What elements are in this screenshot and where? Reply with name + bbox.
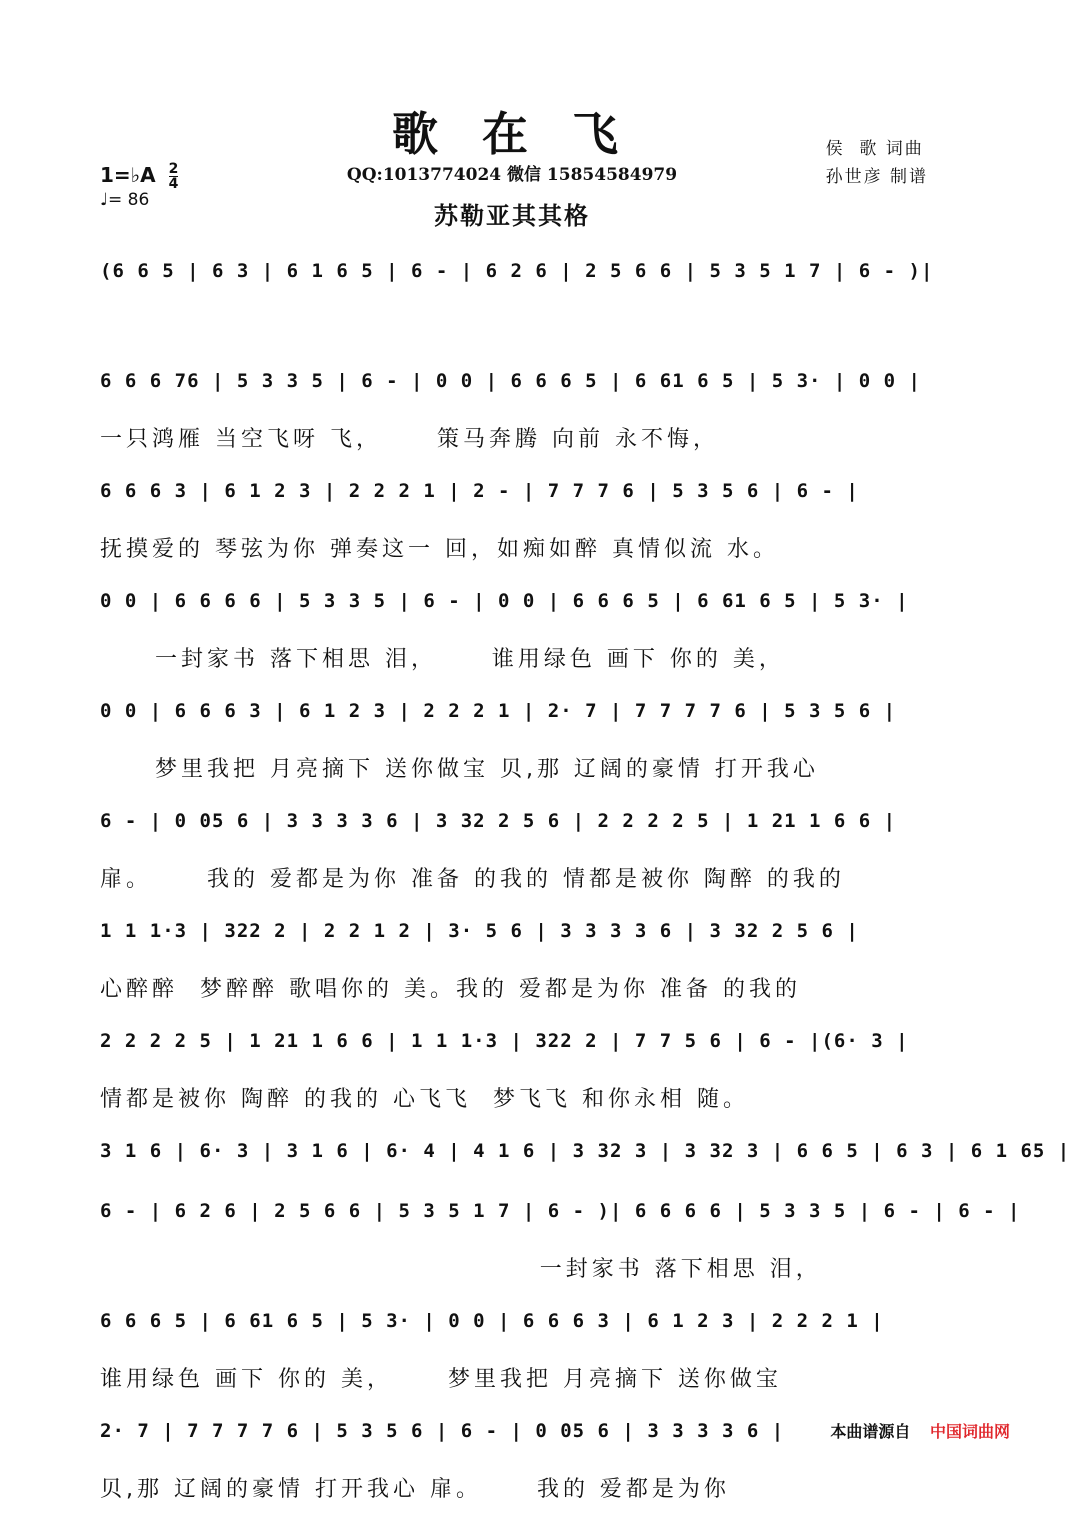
notation: 6 6 6 76 | 5 3 3 5 | 6 - | 0 0 | 6 6 6 5 | 6 61 6 5 | 5 3· | 0 0 |	[100, 370, 921, 392]
lyric-line: 一封家书 落下相思 泪，	[100, 1257, 822, 1282]
notation: 6 6 6 3 | 6 1 2 3 | 2 2 2 1 | 2 - | 7 7 7 6 | 5 3 5 6 | 6 - |	[100, 480, 859, 502]
key-label: 1=♭A	[100, 163, 156, 187]
lyric-line: 贝,那 辽阔的豪情 打开我心 扉。 我的 爱都是为你	[100, 1477, 730, 1502]
score-line	[100, 1190, 1021, 1300]
credit-lyrics-music: 侯 歌 词曲	[825, 139, 924, 159]
score-line	[100, 470, 930, 580]
lyric-line: 扉。 我的 爱都是为你 准备 的我的 情都是被你 陶醉 的我的	[100, 867, 845, 892]
score-line	[100, 1300, 930, 1410]
notation: 6 - | 6 2 6 | 2 5 6 6 | 5 3 5 1 7 | 6 - )| 6 6 6 6 | 5 3 3 5 | 6 - | 6 - |	[100, 1200, 1021, 1222]
notation: 2 2 2 2 5 | 1 21 1 6 6 | 1 1 1·3 | 322 2 | 7 7 5 6 | 6 - |(6· 3 |	[100, 1030, 909, 1052]
score-line	[100, 1020, 930, 1130]
notation: 6 6 6 5 | 6 61 6 5 | 5 3· | 0 0 | 6 6 6 3 | 6 1 2 3 | 2 2 2 1 |	[100, 1310, 884, 1332]
contact-info: QQ:1013774024 微信 15854584979	[346, 165, 678, 185]
score-line	[100, 800, 930, 910]
credit-score-maker: 孙世彦 制谱	[825, 167, 928, 187]
notation: 1 1 1·3 | 322 2 | 2 2 1 2 | 3· 5 6 | 3 3 3 3 6 | 3 32 2 5 6 |	[100, 920, 859, 942]
time-signature-bottom: 4	[168, 176, 179, 192]
score-line	[100, 1130, 1070, 1190]
lyric-line: 心醉醉 梦醉醉 歌唱你的 美。我的 爱都是为你 准备 的我的	[100, 977, 801, 1002]
tempo-marking: ♩= 86	[100, 190, 150, 210]
time-signature	[169, 162, 179, 191]
lyric-line: 情都是被你 陶醉 的我的 心飞飞 梦飞飞 和你永相 随。	[100, 1087, 749, 1112]
source-label: 本曲谱源自	[830, 1422, 911, 1441]
notation: 6 - | 0 05 6 | 3 3 3 3 6 | 3 32 2 5 6 | 2 2 2 2 5 | 1 21 1 6 6 |	[100, 810, 897, 832]
credits	[826, 135, 928, 191]
source-watermark	[830, 1419, 1010, 1442]
lyric-line: 抚摸爱的 琴弦为你 弹奏这一 回，如痴如醉 真情似流 水。	[100, 537, 779, 562]
notation: 0 0 | 6 6 6 6 | 5 3 3 5 | 6 - | 0 0 | 6 6 6 5 | 6 61 6 5 | 5 3· |	[100, 590, 909, 612]
score-line	[100, 580, 930, 690]
site-name: 中国词曲网	[929, 1422, 1010, 1441]
score-line	[100, 910, 930, 1020]
lyric-line: 一只鸿雁 当空飞呀 飞， 策马奔腾 向前 永不悔，	[100, 427, 719, 452]
lyric-line: 梦里我把 月亮摘下 送你做宝 贝,那 辽阔的豪情 打开我心	[100, 757, 819, 782]
notation: 0 0 | 6 6 6 3 | 6 1 2 3 | 2 2 2 1 | 2· 7 | 7 7 7 7 6 | 5 3 5 6 |	[100, 700, 897, 722]
score-line	[100, 1410, 930, 1520]
key-signature	[100, 162, 178, 191]
song-title: 歌 在 飞	[391, 107, 633, 161]
notation: 2· 7 | 7 7 7 7 6 | 5 3 5 6 | 6 - | 0 05 6 | 3 3 3 3 6 |	[100, 1420, 785, 1442]
score-line	[100, 690, 930, 800]
time-signature-top: 2	[168, 161, 179, 177]
notation: 3 1 6 | 6· 3 | 3 1 6 | 6· 4 | 4 1 6 | 3 32 3 | 3 32 3 | 6 6 5 | 6 3 | 6 1 65 |	[100, 1140, 1070, 1162]
lyric-line: 一封家书 落下相思 泪， 谁用绿色 画下 你的 美，	[100, 647, 785, 672]
notation: (6 6 5 | 6 3 | 6 1 6 5 | 6 - | 6 2 6 | 2 5 6 6 | 5 3 5 1 7 | 6 - )|	[100, 260, 934, 282]
lyric-line: 谁用绿色 画下 你的 美， 梦里我把 月亮摘下 送你做宝	[100, 1367, 782, 1392]
singer-name: 苏勒亚其其格	[434, 202, 590, 230]
score-line	[100, 360, 930, 470]
score-line	[100, 250, 934, 360]
